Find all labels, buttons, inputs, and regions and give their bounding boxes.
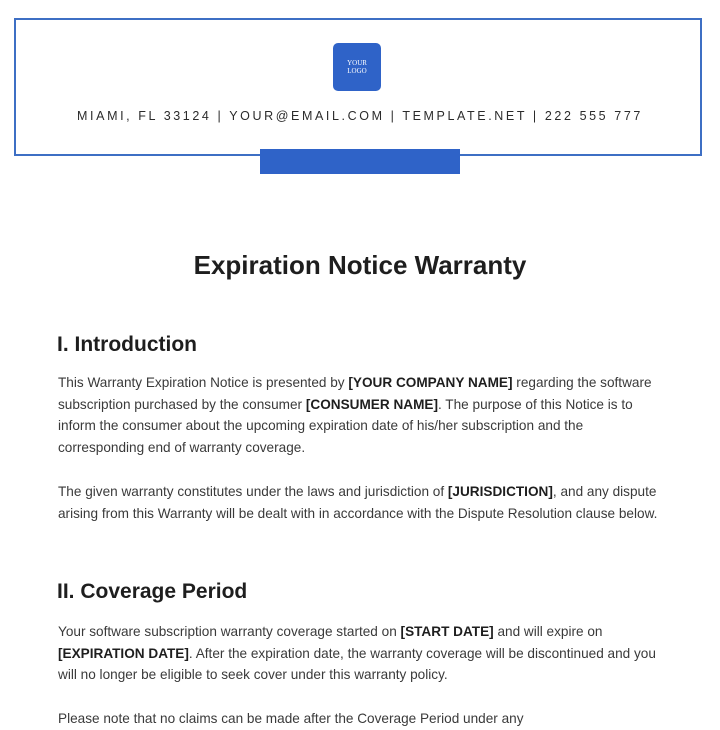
- header-accent-bar: [260, 149, 460, 174]
- coverage-paragraph-2: Please note that no claims can be made after the Coverage Period under any: [58, 711, 524, 726]
- text-run: , and any dispute arising from this Warranty will be dealt with in accordance with the Dispute Resolution clause below.: [58, 484, 658, 521]
- consumer-name-placeholder: [CONSUMER NAME]: [305, 396, 438, 412]
- text-run: . After the expiration date, the warranty coverage will be discontinued and you will no longer be eligible to seek cover under this warranty policy.: [58, 645, 656, 682]
- expiration-date-placeholder: [EXPIRATION DATE]: [58, 645, 189, 661]
- logo-line-1: YOUR: [347, 59, 367, 67]
- coverage-paragraph-1: [58, 621, 668, 686]
- text-run: . The purpose of this Notice is to inform the consumer about the upcoming expiration date of his/her subscription and the corresponding end of warranty coverage.: [58, 396, 633, 455]
- intro-paragraph-2: [58, 481, 668, 524]
- text-run: Your software subscription warranty coverage started on: [58, 624, 401, 639]
- company-logo: [333, 43, 381, 91]
- jurisdiction-placeholder: [JURISDICTION]: [447, 484, 553, 499]
- start-date-placeholder: [START DATE]: [400, 624, 494, 639]
- section-heading-coverage-period: II. Coverage Period: [57, 580, 248, 603]
- company-name-placeholder: [YOUR COMPANY NAME]: [348, 375, 513, 390]
- text-run: The given warranty constitutes under the laws and jurisdiction of: [58, 484, 448, 499]
- logo-line-2: LOGO: [347, 67, 367, 75]
- intro-paragraph-1: [58, 372, 668, 458]
- text-run: This Warranty Expiration Notice is presented by: [58, 375, 349, 390]
- text-run: regarding the software subscription purchased by the consumer: [58, 375, 652, 412]
- document-title: Expiration Notice Warranty: [193, 250, 527, 280]
- text-run: and will expire on: [493, 624, 603, 639]
- section-heading-introduction: I. Introduction: [57, 333, 197, 356]
- contact-info: MIAMI, FL 33124 | YOUR@EMAIL.COM | TEMPLATE.NET | 222 555 777: [77, 109, 643, 123]
